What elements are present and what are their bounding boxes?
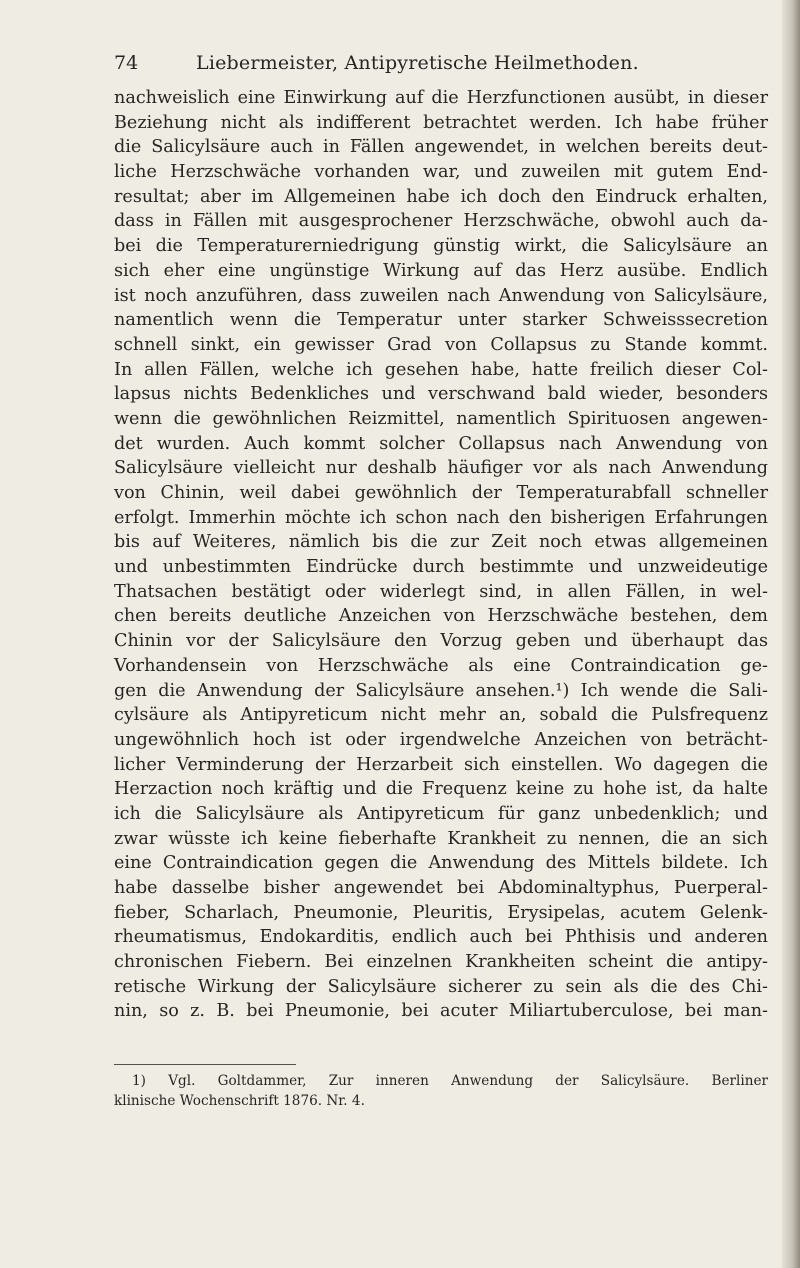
text-line: ungewöhnlich hoch ist oder irgendwelche Anzeichen von beträcht- [114, 729, 768, 750]
text-line: eine Contraindication gegen die Anwendung des Mittels bildete. Ich [114, 853, 768, 874]
text-line: resultat; aber im Allgemeinen habe ich doch den Eindruck erhalten, [114, 186, 768, 207]
footnote-rule [114, 1064, 296, 1065]
text-line: namentlich wenn die Temperatur unter starker Schweisssecretion [114, 310, 768, 331]
text-line: bei die Temperaturerniedrigung günstig wirkt, die Salicylsäure an [114, 236, 768, 257]
text-line: sich eher eine ungünstige Wirkung auf das Herz ausübe. Endlich [114, 260, 768, 281]
footnote [114, 1071, 768, 1111]
text-line: gen die Anwendung der Salicylsäure ansehen.¹) Ich wende die Sali- [114, 680, 768, 701]
page-header [114, 52, 774, 80]
text-line: Salicylsäure vielleicht nur deshalb häufiger vor als nach Anwendung [114, 458, 768, 479]
text-line: det wurden. Auch kommt solcher Collapsus nach Anwendung von [114, 433, 768, 454]
footnote-line: 1) Vgl. Goltdammer, Zur inneren Anwendung der Salicylsäure. Berliner [132, 1073, 768, 1089]
text-line: von Chinin, weil dabei gewöhnlich der Temperaturabfall schneller [114, 483, 768, 503]
text-line: ist noch anzuführen, dass zuweilen nach Anwendung von Salicylsäure, [114, 285, 768, 306]
text-line: chen bereits deutliche Anzeichen von Herzschwäche bestehen, dem [114, 606, 768, 627]
text-line: chronischen Fiebern. Bei einzelnen Krankheiten scheint die antipy- [114, 952, 768, 973]
footnote-line: klinische Wochenschrift 1876. Nr. 4. [114, 1093, 365, 1109]
text-line: habe dasselbe bisher angewendet bei Abdominaltyphus, Puerperal- [114, 878, 768, 898]
text-line: zwar wüsste ich keine fieberhafte Krankheit zu nennen, die an sich [114, 828, 768, 849]
text-line: rheumatismus, Endokarditis, endlich auch bei Phthisis und anderen [114, 927, 768, 948]
page-edge-shadow [782, 0, 800, 1268]
text-line: Chinin vor der Salicylsäure den Vorzug geben und überhaupt das [114, 631, 768, 652]
body-text [114, 86, 768, 1024]
text-line: dass in Fällen mit ausgesprochener Herzschwäche, obwohl auch da- [114, 211, 768, 232]
text-line: cylsäure als Antipyreticum nicht mehr an, sobald die Pulsfrequenz [114, 705, 768, 726]
text-line: Beziehung nicht als indifferent betrachtet werden. Ich habe früher [114, 112, 768, 133]
text-line: liche Herzschwäche vorhanden war, und zuweilen mit gutem End- [114, 162, 768, 183]
text-line: bis auf Weiteres, nämlich bis die zur Zeit noch etwas allgemeinen [114, 532, 768, 553]
text-line: Vorhandensein von Herzschwäche als eine Contraindication ge- [114, 655, 768, 676]
text-line: erfolgt. Immerhin möchte ich schon nach den bisherigen Erfahrungen [114, 507, 768, 528]
text-line: schnell sinkt, ein gewisser Grad von Collapsus zu Stande kommt. [114, 334, 768, 355]
text-line: nachweislich eine Einwirkung auf die Herzfunctionen ausübt, in dieser [114, 88, 768, 108]
text-line: licher Verminderung der Herzarbeit sich einstellen. Wo dagegen die [114, 754, 768, 775]
text-line: In allen Fällen, welche ich gesehen habe, hatte freilich dieser Col- [114, 359, 768, 380]
text-line: wenn die gewöhnlichen Reizmittel, namentlich Spirituosen angewen- [114, 408, 768, 429]
text-line: und unbestimmten Eindrücke durch bestimmte und unzweideutige [114, 557, 768, 578]
text-line: die Salicylsäure auch in Fällen angewendet, in welchen bereits deut- [114, 137, 768, 158]
running-head: Liebermeister, Antipyretische Heilmethoden. [196, 52, 639, 74]
text-line: retische Wirkung der Salicylsäure sicherer zu sein als die des Chi- [114, 976, 768, 997]
text-line: fieber, Scharlach, Pneumonie, Pleuritis, Erysipelas, acutem Gelenk- [114, 902, 768, 923]
text-line: nin, so z. B. bei Pneumonie, bei acuter Miliartuberculose, bei man- [114, 1001, 768, 1022]
text-line: ich die Salicylsäure als Antipyreticum für ganz unbedenklich; und [114, 803, 768, 824]
page-number: 74 [114, 52, 139, 74]
text-line: Thatsachen bestätigt oder widerlegt sind, in allen Fällen, in wel- [114, 581, 768, 602]
text-line: Herzaction noch kräftig und die Frequenz keine zu hohe ist, da halte [114, 779, 768, 800]
text-line: lapsus nichts Bedenkliches und verschwand bald wieder, besonders [114, 384, 768, 405]
